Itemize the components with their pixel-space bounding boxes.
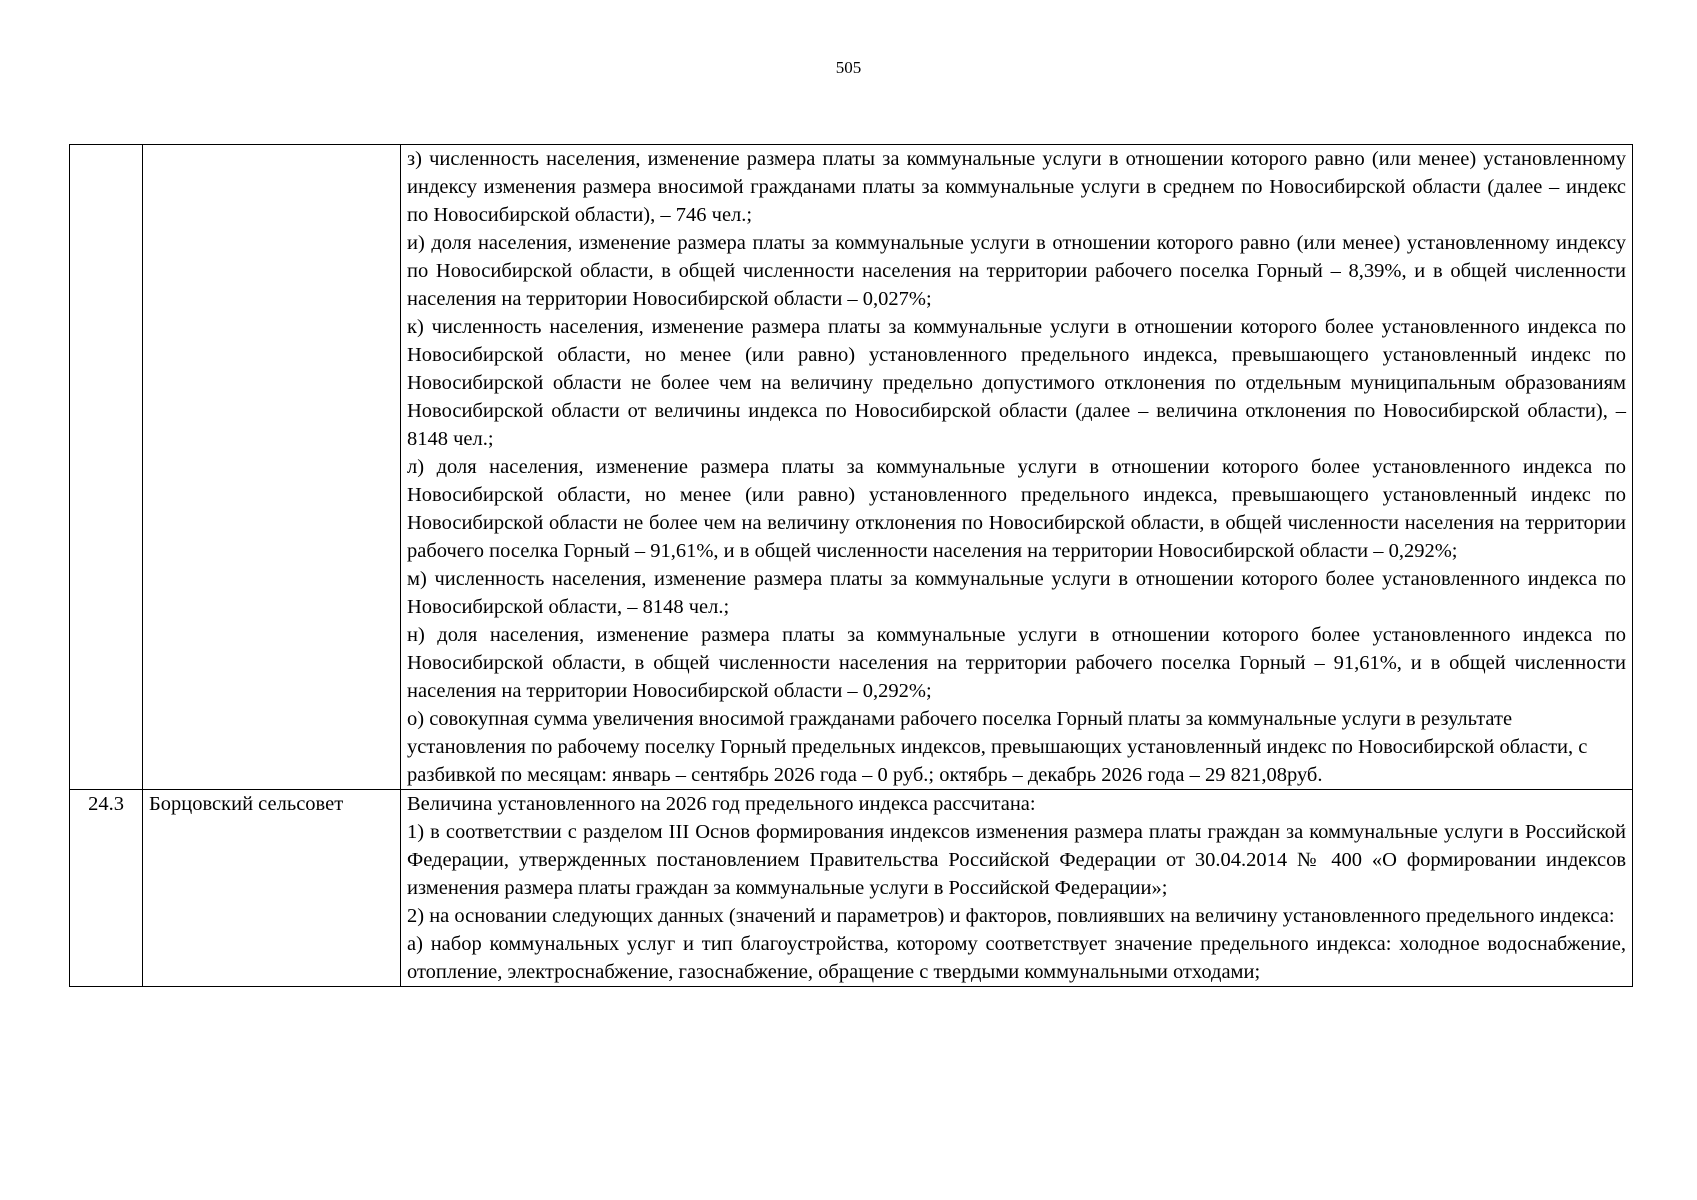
- row-text-cell: [401, 145, 1633, 790]
- paragraph: н) доля населения, изменение размера платы за коммунальные услуги в отношении которого более установленного индекса по Новосибирской области, в общей численности населения на территории рабочего поселка Горный – 91,61%, и в общей численности населения на территории Новосибирской области – 0,292%;: [407, 624, 1626, 702]
- paragraph: з) численность населения, изменение размера платы за коммунальные услуги в отношении которого равно (или менее) установленному индексу изменения размера вносимой гражданами платы за коммунальные услуги в среднем по Новосибирской области (далее – индекс по Новосибирской области), – 746 чел.;: [407, 148, 1626, 226]
- paragraph: к) численность населения, изменение размера платы за коммунальные услуги в отношении которого более установленного индекса по Новосибирской области, но менее (или равно) установленного предельного индекса, превышающего установленный индекс по Новосибирской области не более чем на величину предельно допустимого отклонения по отдельным муниципальным образованиям Новосибирской области от величины индекса по Новосибирской области (далее – величина отклонения по Новосибирской области), – 8148 чел.;: [407, 316, 1626, 450]
- paragraph: а) набор коммунальных услуг и тип благоустройства, которому соответствует значение предельного индекса: холодное водоснабжение, отопление, электроснабжение, газоснабжение, обращение с твердыми коммунальными отходами;: [407, 933, 1626, 983]
- paragraph: 2) на основании следующих данных (значений и параметров) и факторов, повлиявших на величину установленного предельного индекса:: [407, 905, 1615, 927]
- row-number-cell: 24.3: [70, 790, 143, 987]
- row-number-cell: [70, 145, 143, 790]
- row-name-cell: [143, 145, 401, 790]
- paragraph: о) совокупная сумма увеличения вносимой гражданами рабочего поселка Горный платы за коммунальные услуги в результате установления по рабочему поселку Горный предельных индексов, превышающих установленный индекс по Новосибирской области, с разбивкой по месяцам: январь – сентябрь 2026 года – 0 руб.; октябрь – декабрь 2026 года – 29 821,08руб.: [407, 708, 1588, 786]
- row-name-cell: Борцовский сельсовет: [143, 790, 401, 987]
- paragraph: и) доля населения, изменение размера платы за коммунальные услуги в отношении которого равно (или менее) установленному индексу по Новосибирской области, в общей численности населения на территории рабочего поселка Горный – 8,39%, и в общей численности населения на территории Новосибирской области – 0,027%;: [407, 232, 1626, 310]
- paragraph: 1) в соответствии с разделом III Основ формирования индексов изменения размера платы граждан за коммунальные услуги в Российской Федерации, утвержденных постановлением Правительства Российской Федерации от 30.04.2014 № 400 «О формировании индексов изменения размера платы граждан за коммунальные услуги в Российской Федерации»;: [407, 821, 1626, 899]
- table-row: [70, 790, 1633, 987]
- document-table: [69, 144, 1633, 987]
- table-row: [70, 145, 1633, 790]
- paragraph: Величина установленного на 2026 год предельного индекса рассчитана:: [407, 793, 1036, 815]
- paragraph: м) численность населения, изменение размера платы за коммунальные услуги в отношении которого более установленного индекса по Новосибирской области, – 8148 чел.;: [407, 568, 1626, 618]
- page-number: 505: [835, 58, 862, 77]
- row-text-cell: [401, 790, 1633, 987]
- paragraph: л) доля населения, изменение размера платы за коммунальные услуги в отношении которого более установленного индекса по Новосибирской области, но менее (или равно) установленного предельного индекса, превышающего установленный индекс по Новосибирской области не более чем на величину отклонения по Новосибирской области, в общей численности населения на территории рабочего поселка Горный – 91,61%, и в общей численности населения на территории Новосибирской области – 0,292%;: [407, 456, 1626, 562]
